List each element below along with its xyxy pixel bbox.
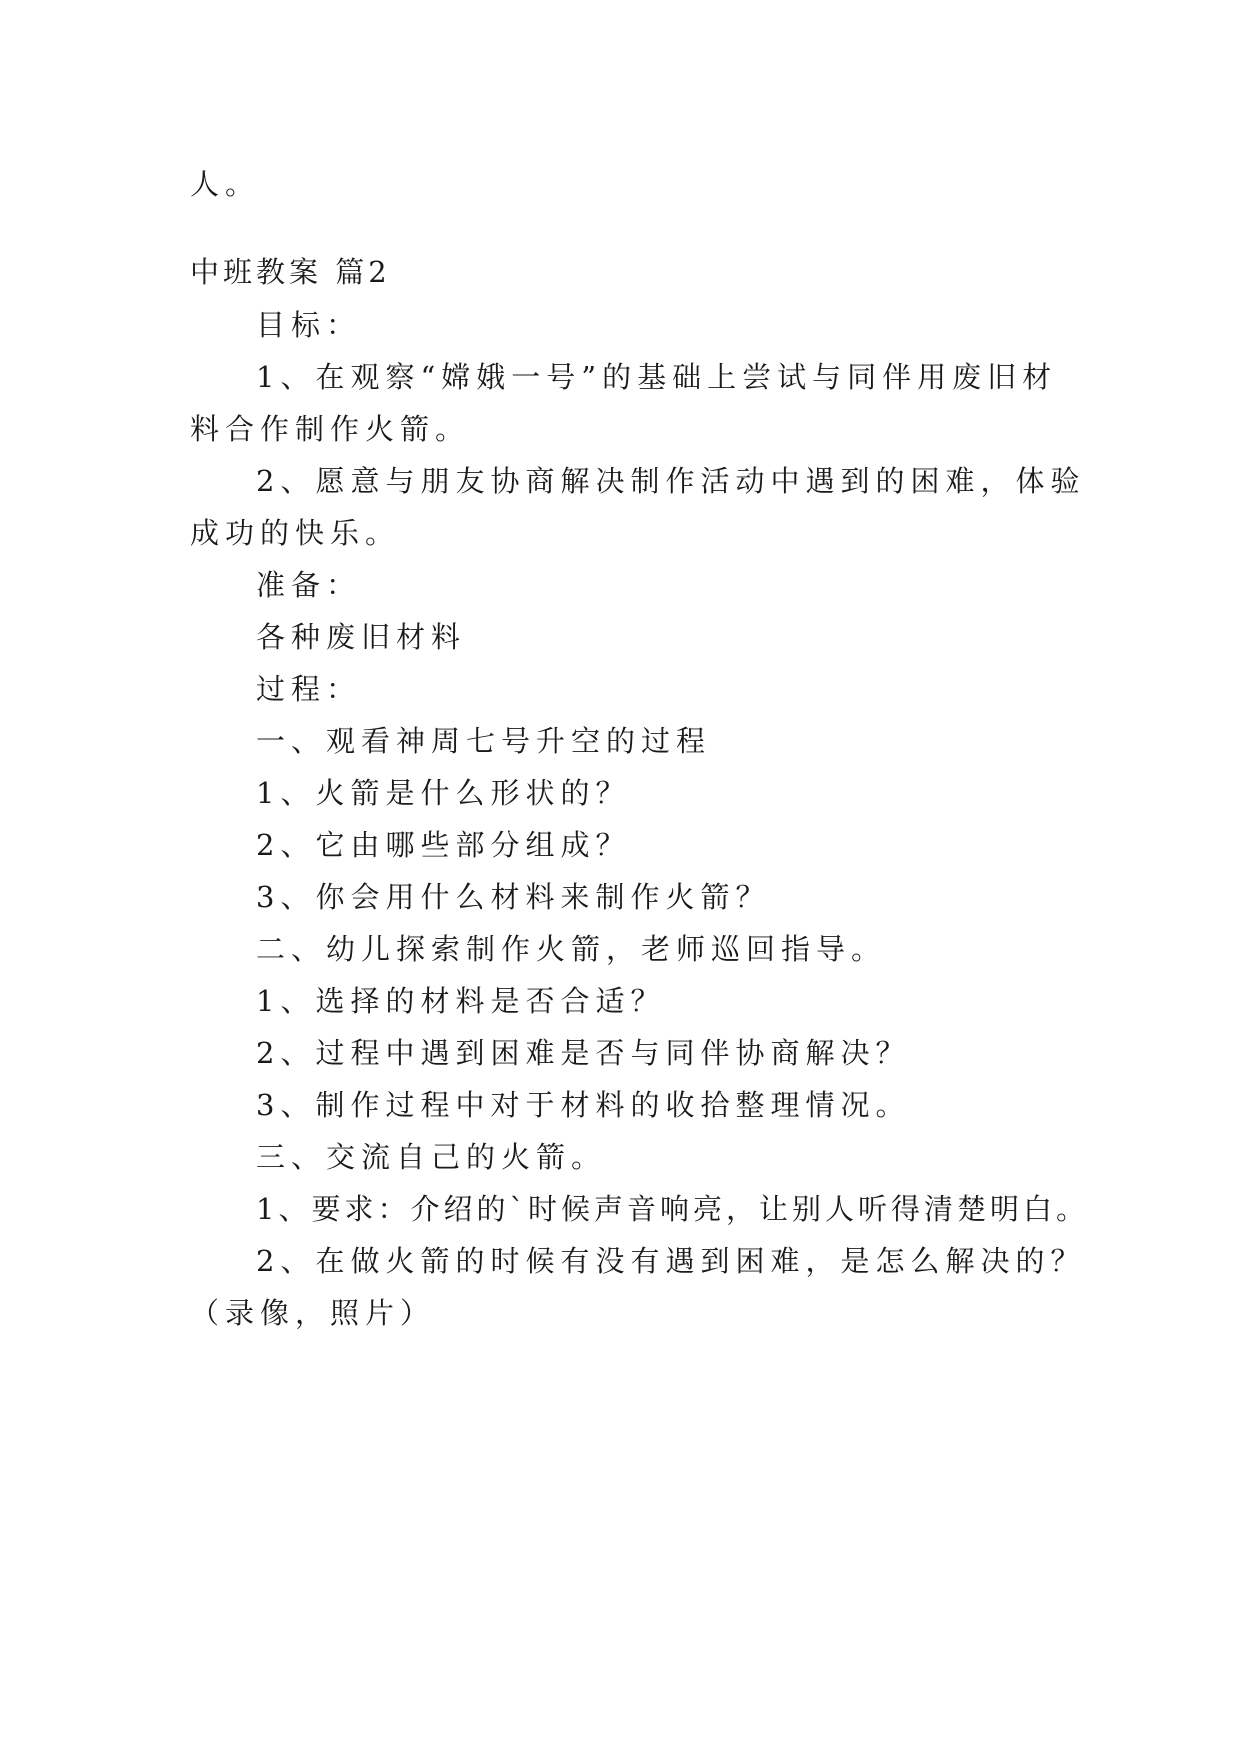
goal-2-line-2: 成功的快乐。 <box>190 516 401 550</box>
step-1-title: 一、观看神周七号升空的过程 <box>256 724 712 758</box>
step-3-item-2: 2、在做火箭的时候有没有遇到困难，是怎么解决的？ <box>256 1244 1086 1278</box>
step-3-note: （录像，照片） <box>190 1296 436 1330</box>
step-2-item-1: 1、选择的材料是否合适？ <box>256 984 666 1018</box>
preparation-label: 准备： <box>256 568 362 602</box>
step-1-item-3: 3、你会用什么材料来制作火箭？ <box>256 880 771 914</box>
continuation-text: 人。 <box>190 167 261 201</box>
goal-1-line-1: 1、在观察“嫦娥一号”的基础上尝试与同伴用废旧材 <box>256 360 1058 394</box>
step-3-title: 三、交流自己的火箭。 <box>256 1140 607 1174</box>
step-1-item-1: 1、火箭是什么形状的？ <box>256 776 631 810</box>
preparation-text: 各种废旧材料 <box>256 620 467 654</box>
step-2-item-3: 3、制作过程中对于材料的收拾整理情况。 <box>256 1088 911 1122</box>
goal-label: 目标： <box>256 308 362 342</box>
goal-1-line-2: 料合作制作火箭。 <box>190 412 471 446</box>
step-2-item-2: 2、过程中遇到困难是否与同伴协商解决？ <box>256 1036 911 1070</box>
step-3-item-1: 1、要求：介绍的`时候声音响亮，让别人听得清楚明白。 <box>256 1192 1089 1226</box>
step-2-title: 二、幼儿探索制作火箭，老师巡回指导。 <box>256 932 887 966</box>
step-1-item-2: 2、它由哪些部分组成？ <box>256 828 631 862</box>
goal-2-line-1: 2、愿意与朋友协商解决制作活动中遇到的困难，体验 <box>256 464 1086 498</box>
process-label: 过程： <box>256 672 362 706</box>
section-heading: 中班教案 篇2 <box>190 255 391 289</box>
